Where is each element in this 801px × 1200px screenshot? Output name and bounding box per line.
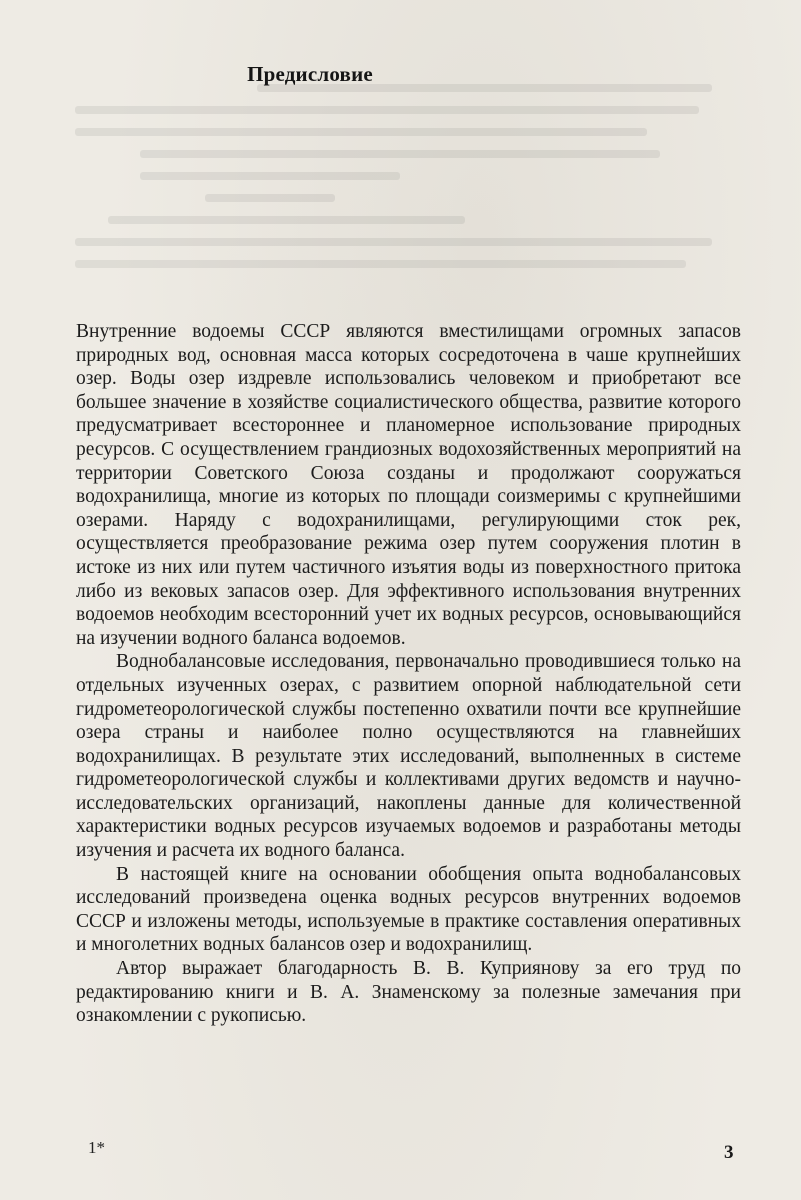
paragraph-3: В настоящей книге на основании обобщения опыта воднобалансовых исследований произведена оценка водных ресурсов внутренних водоемов СССР и изложены методы, используемые в практике составления оперативных и многолетних водных балансов озер и водохранилищ. (76, 863, 741, 956)
show-through-text (75, 70, 725, 320)
paragraph-1: Внутренние водоемы СССР являются вместилищами огромных запасов природных вод, основная масса которых сосредоточена в чаше крупнейших озер. Воды озер издревле использовались человеком и приобретают все большее значение в хозяйстве социалистического общества, развитие которого предусматривает всестороннее и планомерное использование природных ресурсов. С осуществлением грандиозных водохозяйственных мероприятий на территории Советского Союза созданы и продолжают сооружаться водохранилища, многие из которых по площади соизмеримы с крупнейшими озерами. Наряду с водохранилищами, регулирующими сток рек, осуществляется преобразование режима озер путем сооружения плотин в истоке из них или путем частичного изъятия воды из поверхностного притока либо из вековых запасов озер. Для эффективного использования внутренних водоемов необходим всесторонний учет их водных ресурсов, основывающийся на изучении водного баланса водоемов. (76, 321, 741, 649)
page-number: 3 (724, 1142, 734, 1163)
paragraph-2: Воднобалансовые исследования, первоначально проводившиеся только на отдельных изученных озерах, с развитием опорной наблюдательной сети гидрометеорологической службы постепенно охватили почти все крупнейшие озера страны и наиболее полно осуществляются на главнейших водохранилищах. В результате этих исследований, выполненных в системе гидрометеорологической службы и коллективами других ведомств и научно-исследовательских организаций, накоплены данные для количественной характеристики водных ресурсов изучаемых водоемов и разработаны методы изучения и расчета их водного баланса. (76, 651, 741, 862)
signature-mark: 1* (88, 1138, 105, 1157)
page-title: Предисловие (247, 62, 373, 86)
preface-body (76, 320, 741, 1028)
paragraph-4: Автор выражает благодарность В. В. Куприянову за его труд по редактированию книги и В. А. Знаменскому за полезные замечания при ознакомлении с рукописью. (76, 958, 741, 1027)
